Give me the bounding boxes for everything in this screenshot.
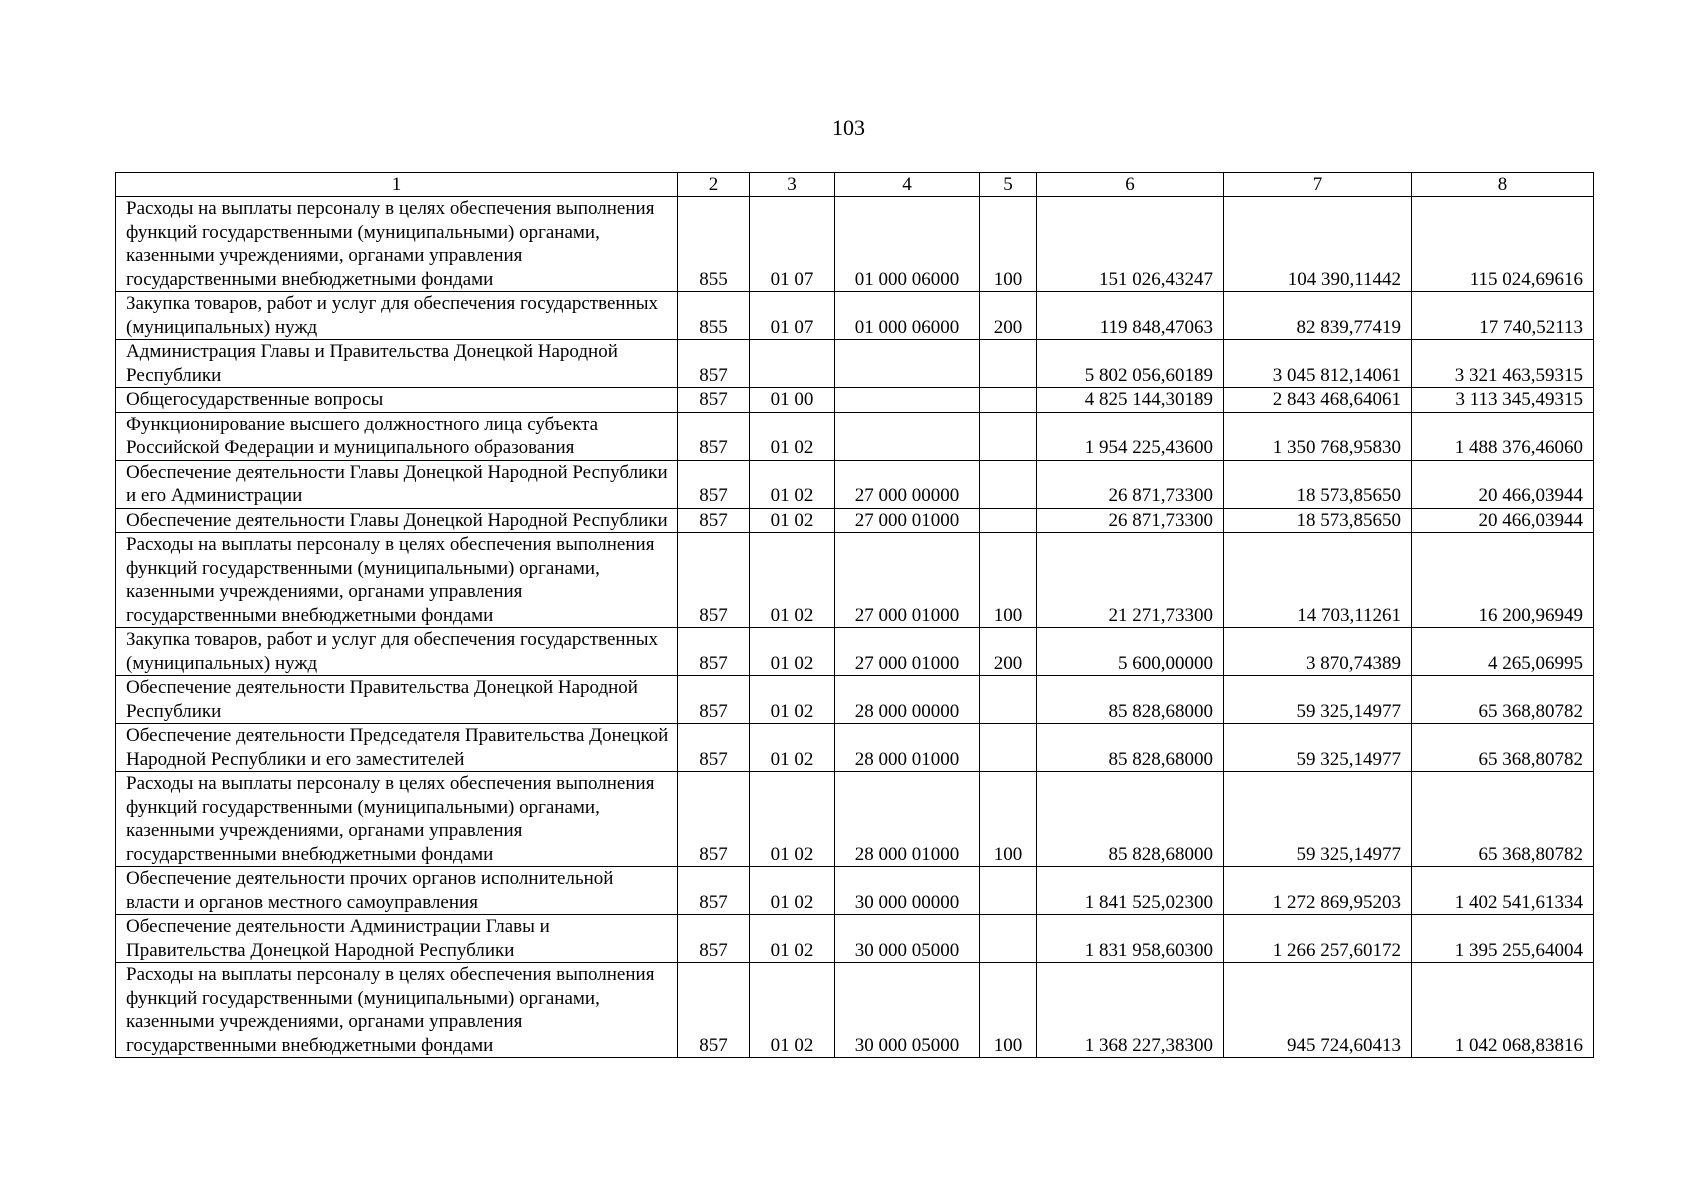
- expense-type-cell: [980, 867, 1037, 915]
- target-article-cell: [835, 340, 980, 388]
- header-cell: 3: [750, 173, 835, 197]
- admin-code-cell: 857: [678, 963, 750, 1058]
- expense-type-cell: 100: [980, 772, 1037, 867]
- target-article-cell: 28 000 00000: [835, 676, 980, 724]
- amount-col7-cell: 59 325,14977: [1224, 724, 1412, 772]
- admin-code-cell: 857: [678, 772, 750, 867]
- section-code-cell: 01 07: [750, 292, 835, 340]
- amount-col8-cell: 16 200,96949: [1412, 533, 1594, 628]
- admin-code-cell: 857: [678, 508, 750, 533]
- budget-table: [115, 172, 1594, 1058]
- table-row: [116, 197, 1594, 292]
- section-code-cell: 01 02: [750, 533, 835, 628]
- target-article-cell: 30 000 00000: [835, 867, 980, 915]
- row-description-cell: Обеспечение деятельности прочих органов исполнительной власти и органов местного самоуправления: [116, 867, 678, 915]
- expense-type-cell: [980, 340, 1037, 388]
- section-code-cell: 01 02: [750, 676, 835, 724]
- section-code-cell: 01 02: [750, 460, 835, 508]
- section-code-cell: 01 02: [750, 915, 835, 963]
- target-article-cell: 01 000 06000: [835, 292, 980, 340]
- amount-col8-cell: 4 265,06995: [1412, 628, 1594, 676]
- header-cell: 7: [1224, 173, 1412, 197]
- amount-col6-cell: 1 954 225,43600: [1037, 412, 1224, 460]
- expense-type-cell: [980, 508, 1037, 533]
- amount-col8-cell: 3 113 345,49315: [1412, 388, 1594, 413]
- row-description-cell: Закупка товаров, работ и услуг для обеспечения государственных (муниципальных) нужд: [116, 292, 678, 340]
- table-row: [116, 867, 1594, 915]
- amount-col6-cell: 5 802 056,60189: [1037, 340, 1224, 388]
- amount-col8-cell: 1 042 068,83816: [1412, 963, 1594, 1058]
- row-description-cell: Обеспечение деятельности Председателя Правительства Донецкой Народной Республики и его заместителей: [116, 724, 678, 772]
- row-description-cell: Администрация Главы и Правительства Донецкой Народной Республики: [116, 340, 678, 388]
- amount-col6-cell: 1 841 525,02300: [1037, 867, 1224, 915]
- amount-col7-cell: 59 325,14977: [1224, 772, 1412, 867]
- amount-col6-cell: 119 848,47063: [1037, 292, 1224, 340]
- table-row: [116, 915, 1594, 963]
- table-row: [116, 388, 1594, 413]
- amount-col6-cell: 1 368 227,38300: [1037, 963, 1224, 1058]
- admin-code-cell: 857: [678, 628, 750, 676]
- amount-col6-cell: 85 828,68000: [1037, 724, 1224, 772]
- row-description-cell: Функционирование высшего должностного лица субъекта Российской Федерации и муниципального образования: [116, 412, 678, 460]
- header-cell: 2: [678, 173, 750, 197]
- amount-col6-cell: 21 271,73300: [1037, 533, 1224, 628]
- target-article-cell: 28 000 01000: [835, 724, 980, 772]
- admin-code-cell: 857: [678, 460, 750, 508]
- amount-col7-cell: 82 839,77419: [1224, 292, 1412, 340]
- row-description-cell: Обеспечение деятельности Главы Донецкой Народной Республики и его Администрации: [116, 460, 678, 508]
- row-description-cell: Расходы на выплаты персоналу в целях обеспечения выполнения функций государственными (муниципальными) органами, казенными учреждениями, органами управления государственными внебюджетными фондами: [116, 197, 678, 292]
- admin-code-cell: 857: [678, 867, 750, 915]
- admin-code-cell: 857: [678, 676, 750, 724]
- amount-col7-cell: 3 045 812,14061: [1224, 340, 1412, 388]
- row-description-cell: Обеспечение деятельности Правительства Донецкой Народной Республики: [116, 676, 678, 724]
- section-code-cell: 01 02: [750, 628, 835, 676]
- amount-col8-cell: 3 321 463,59315: [1412, 340, 1594, 388]
- target-article-cell: 28 000 01000: [835, 772, 980, 867]
- admin-code-cell: 857: [678, 724, 750, 772]
- header-row: [116, 173, 1594, 197]
- table-row: [116, 412, 1594, 460]
- page-number: 103: [832, 115, 865, 140]
- row-description-cell: Расходы на выплаты персоналу в целях обеспечения выполнения функций государственными (муниципальными) органами, казенными учреждениями, органами управления государственными внебюджетными фондами: [116, 772, 678, 867]
- target-article-cell: 27 000 01000: [835, 628, 980, 676]
- admin-code-cell: 857: [678, 388, 750, 413]
- amount-col6-cell: 85 828,68000: [1037, 772, 1224, 867]
- table-row: [116, 628, 1594, 676]
- section-code-cell: 01 02: [750, 412, 835, 460]
- amount-col6-cell: 26 871,73300: [1037, 508, 1224, 533]
- amount-col7-cell: 59 325,14977: [1224, 676, 1412, 724]
- table-row: [116, 340, 1594, 388]
- amount-col6-cell: 4 825 144,30189: [1037, 388, 1224, 413]
- amount-col7-cell: 2 843 468,64061: [1224, 388, 1412, 413]
- target-article-cell: 27 000 01000: [835, 533, 980, 628]
- admin-code-cell: 857: [678, 915, 750, 963]
- row-description-cell: Расходы на выплаты персоналу в целях обеспечения выполнения функций государственными (муниципальными) органами, казенными учреждениями, органами управления государственными внебюджетными фондами: [116, 963, 678, 1058]
- expense-type-cell: [980, 915, 1037, 963]
- expense-type-cell: 100: [980, 197, 1037, 292]
- target-article-cell: 30 000 05000: [835, 963, 980, 1058]
- row-description-cell: Расходы на выплаты персоналу в целях обеспечения выполнения функций государственными (муниципальными) органами, казенными учреждениями, органами управления государственными внебюджетными фондами: [116, 533, 678, 628]
- expense-type-cell: [980, 460, 1037, 508]
- target-article-cell: [835, 388, 980, 413]
- header-cell: 1: [116, 173, 678, 197]
- section-code-cell: 01 02: [750, 867, 835, 915]
- amount-col7-cell: 18 573,85650: [1224, 460, 1412, 508]
- target-article-cell: 27 000 01000: [835, 508, 980, 533]
- expense-type-cell: [980, 388, 1037, 413]
- table-row: [116, 533, 1594, 628]
- header-cell: 5: [980, 173, 1037, 197]
- amount-col8-cell: 1 488 376,46060: [1412, 412, 1594, 460]
- amount-col7-cell: 1 272 869,95203: [1224, 867, 1412, 915]
- amount-col7-cell: 18 573,85650: [1224, 508, 1412, 533]
- target-article-cell: 01 000 06000: [835, 197, 980, 292]
- expense-type-cell: 100: [980, 533, 1037, 628]
- section-code-cell: 01 02: [750, 508, 835, 533]
- row-description-cell: Обеспечение деятельности Главы Донецкой Народной Республики: [116, 508, 678, 533]
- table-row: [116, 460, 1594, 508]
- amount-col6-cell: 5 600,00000: [1037, 628, 1224, 676]
- admin-code-cell: 857: [678, 533, 750, 628]
- admin-code-cell: 855: [678, 197, 750, 292]
- target-article-cell: 27 000 00000: [835, 460, 980, 508]
- header-cell: 4: [835, 173, 980, 197]
- expense-type-cell: [980, 676, 1037, 724]
- section-code-cell: 01 07: [750, 197, 835, 292]
- amount-col8-cell: 65 368,80782: [1412, 772, 1594, 867]
- expense-type-cell: 200: [980, 628, 1037, 676]
- amount-col6-cell: 1 831 958,60300: [1037, 915, 1224, 963]
- row-description-cell: Закупка товаров, работ и услуг для обеспечения государственных (муниципальных) нужд: [116, 628, 678, 676]
- row-description-cell: Общегосударственные вопросы: [116, 388, 678, 413]
- section-code-cell: 01 02: [750, 963, 835, 1058]
- amount-col8-cell: 20 466,03944: [1412, 460, 1594, 508]
- row-description-cell: Обеспечение деятельности Администрации Главы и Правительства Донецкой Народной Республики: [116, 915, 678, 963]
- amount-col6-cell: 26 871,73300: [1037, 460, 1224, 508]
- amount-col7-cell: 104 390,11442: [1224, 197, 1412, 292]
- amount-col8-cell: 1 395 255,64004: [1412, 915, 1594, 963]
- table-row: [116, 724, 1594, 772]
- amount-col8-cell: 65 368,80782: [1412, 724, 1594, 772]
- amount-col7-cell: 945 724,60413: [1224, 963, 1412, 1058]
- expense-type-cell: 100: [980, 963, 1037, 1058]
- header-cell: 8: [1412, 173, 1594, 197]
- section-code-cell: [750, 340, 835, 388]
- section-code-cell: 01 02: [750, 772, 835, 867]
- expense-type-cell: [980, 724, 1037, 772]
- amount-col8-cell: 20 466,03944: [1412, 508, 1594, 533]
- target-article-cell: [835, 412, 980, 460]
- admin-code-cell: 855: [678, 292, 750, 340]
- expense-type-cell: 200: [980, 292, 1037, 340]
- table-row: [116, 772, 1594, 867]
- table-row: [116, 676, 1594, 724]
- amount-col6-cell: 151 026,43247: [1037, 197, 1224, 292]
- admin-code-cell: 857: [678, 412, 750, 460]
- section-code-cell: 01 02: [750, 724, 835, 772]
- header-cell: 6: [1037, 173, 1224, 197]
- amount-col8-cell: 17 740,52113: [1412, 292, 1594, 340]
- amount-col8-cell: 1 402 541,61334: [1412, 867, 1594, 915]
- expense-type-cell: [980, 412, 1037, 460]
- amount-col6-cell: 85 828,68000: [1037, 676, 1224, 724]
- table-row: [116, 508, 1594, 533]
- amount-col7-cell: 1 350 768,95830: [1224, 412, 1412, 460]
- amount-col7-cell: 14 703,11261: [1224, 533, 1412, 628]
- amount-col7-cell: 3 870,74389: [1224, 628, 1412, 676]
- admin-code-cell: 857: [678, 340, 750, 388]
- section-code-cell: 01 00: [750, 388, 835, 413]
- amount-col7-cell: 1 266 257,60172: [1224, 915, 1412, 963]
- table-row: [116, 963, 1594, 1058]
- amount-col8-cell: 115 024,69616: [1412, 197, 1594, 292]
- table-row: [116, 292, 1594, 340]
- target-article-cell: 30 000 05000: [835, 915, 980, 963]
- amount-col8-cell: 65 368,80782: [1412, 676, 1594, 724]
